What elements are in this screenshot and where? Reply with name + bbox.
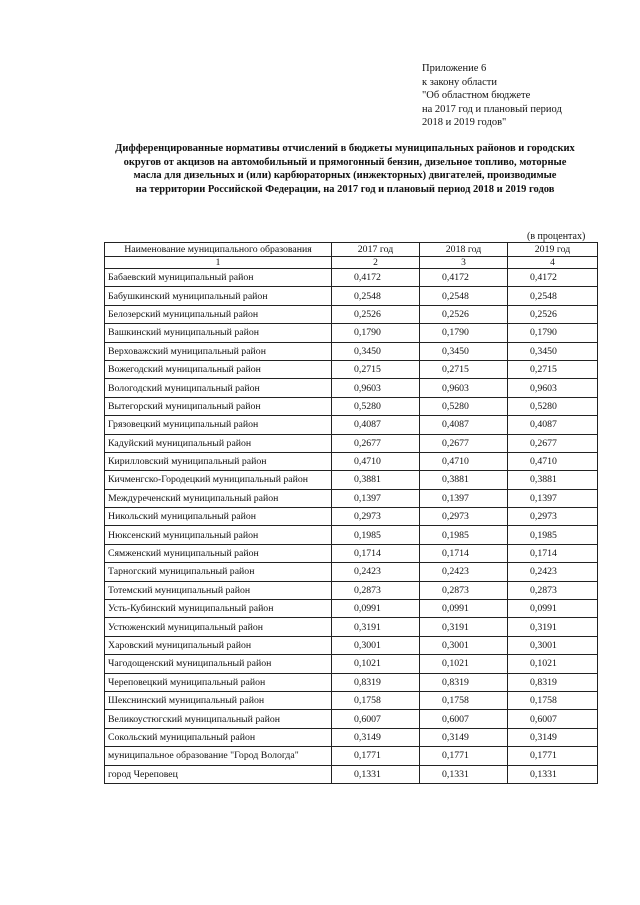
cell-2018: 0,6007 [420,710,508,728]
cell-2019: 0,5280 [508,397,598,415]
cell-2019: 0,1771 [508,747,598,765]
cell-name: Чагодощенский муниципальный район [105,655,332,673]
cell-2018: 0,4087 [420,416,508,434]
appendix-line: к закону области [422,76,497,88]
table-row [105,526,598,544]
header-2018: 2018 год [420,243,508,257]
cell-name: Вытегорский муниципальный район [105,397,332,415]
cell-2019: 0,3149 [508,728,598,746]
appendix-line: Приложение 6 [422,63,487,74]
cell-name: город Череповец [105,765,332,783]
cell-2018: 0,2715 [420,360,508,378]
norms-table [104,242,598,784]
cell-2018: 0,2548 [420,287,508,305]
cell-2017: 0,9603 [332,379,420,397]
table-header-row [105,243,598,257]
cell-2019: 0,2873 [508,581,598,599]
table-row [105,581,598,599]
cell-2018: 0,3001 [420,636,508,654]
table-row [105,471,598,489]
cell-2018: 0,5280 [420,397,508,415]
cell-name: Харовский муниципальный район [105,636,332,654]
cell-2019: 0,6007 [508,710,598,728]
cell-2019: 0,1714 [508,544,598,562]
title-line: Дифференцированные нормативы отчислений в бюджеты муниципальных районов и городских [115,143,575,154]
table-row [105,563,598,581]
table-column-numbers-row [105,257,598,269]
appendix-line: 2018 и 2019 годов" [422,117,507,129]
cell-name: Сокольский муниципальный район [105,728,332,746]
cell-2017: 0,5280 [332,397,420,415]
appendix-line: на 2017 год и плановый период [422,103,562,115]
cell-2017: 0,2973 [332,508,420,526]
cell-2017: 0,2526 [332,305,420,323]
cell-2017: 0,0991 [332,600,420,618]
title-line: округов от акцизов на автомобильный и прямогонный бензин, дизельное топливо, моторные [123,156,567,168]
column-number: 3 [420,257,508,269]
cell-2017: 0,2423 [332,563,420,581]
cell-2018: 0,8319 [420,673,508,691]
cell-2017: 0,1985 [332,526,420,544]
cell-name: Кадуйский муниципальный район [105,434,332,452]
appendix-note [422,62,562,130]
column-number: 2 [332,257,420,269]
cell-name: Шекснинский муниципальный район [105,691,332,709]
cell-2017: 0,1714 [332,544,420,562]
header-2019: 2019 год [508,243,598,257]
cell-2019: 0,2548 [508,287,598,305]
cell-name: Грязовецкий муниципальный район [105,416,332,434]
table-row [105,691,598,709]
cell-2017: 0,2715 [332,360,420,378]
cell-2019: 0,1758 [508,691,598,709]
table-row [105,655,598,673]
cell-2019: 0,4087 [508,416,598,434]
cell-2019: 0,3881 [508,471,598,489]
cell-2019: 0,9603 [508,379,598,397]
cell-2018: 0,3149 [420,728,508,746]
cell-name: Тотемский муниципальный район [105,581,332,599]
cell-name: Сямженский муниципальный район [105,544,332,562]
cell-name: Кирилловский муниципальный район [105,452,332,470]
cell-2018: 0,1331 [420,765,508,783]
appendix-line: "Об областном бюджете [422,90,531,102]
cell-2019: 0,4710 [508,452,598,470]
cell-2019: 0,1331 [508,765,598,783]
cell-name: Бабаевский муниципальный район [105,269,332,287]
cell-2017: 0,3001 [332,636,420,654]
cell-2017: 0,1021 [332,655,420,673]
cell-2018: 0,4172 [420,269,508,287]
table-row [105,305,598,323]
cell-2018: 0,1985 [420,526,508,544]
cell-2018: 0,1714 [420,544,508,562]
table-row [105,489,598,507]
cell-2018: 0,2973 [420,508,508,526]
table-row [105,324,598,342]
cell-2017: 0,2548 [332,287,420,305]
cell-2019: 0,0991 [508,600,598,618]
table-row [105,269,598,287]
table-row [105,710,598,728]
cell-2018: 0,0991 [420,600,508,618]
cell-2018: 0,4710 [420,452,508,470]
cell-name: Усть-Кубинский муниципальный район [105,600,332,618]
cell-2019: 0,2973 [508,508,598,526]
cell-2017: 0,1758 [332,691,420,709]
cell-2019: 0,2423 [508,563,598,581]
cell-2017: 0,1790 [332,324,420,342]
table-row [105,397,598,415]
cell-2017: 0,3149 [332,728,420,746]
cell-2018: 0,1790 [420,324,508,342]
title-line: на территории Российской Федерации, на 2017 год и плановый период 2018 и 2019 годов [135,183,555,195]
cell-name: Вашкинский муниципальный район [105,324,332,342]
cell-2019: 0,3450 [508,342,598,360]
cell-2018: 0,3191 [420,618,508,636]
cell-2019: 0,4172 [508,269,598,287]
cell-2019: 0,8319 [508,673,598,691]
cell-2018: 0,3450 [420,342,508,360]
table-row [105,452,598,470]
cell-name: Вологодский муниципальный район [105,379,332,397]
cell-2017: 0,1331 [332,765,420,783]
table-row [105,508,598,526]
cell-2019: 0,1021 [508,655,598,673]
cell-2019: 0,1985 [508,526,598,544]
table-row [105,544,598,562]
cell-2018: 0,2423 [420,563,508,581]
table-row [105,747,598,765]
header-name: Наименование муниципального образования [105,243,332,257]
cell-2018: 0,2873 [420,581,508,599]
cell-2018: 0,2677 [420,434,508,452]
cell-2017: 0,8319 [332,673,420,691]
table-row [105,728,598,746]
cell-2018: 0,1758 [420,691,508,709]
table-row [105,434,598,452]
cell-2017: 0,3191 [332,618,420,636]
cell-2017: 0,3450 [332,342,420,360]
cell-2018: 0,9603 [420,379,508,397]
cell-name: Устюженский муниципальный район [105,618,332,636]
cell-name: Нюксенский муниципальный район [105,526,332,544]
cell-2017: 0,6007 [332,710,420,728]
cell-name: Бабушкинский муниципальный район [105,287,332,305]
cell-2018: 0,1397 [420,489,508,507]
cell-name: муниципальное образование "Город Вологда" [105,747,332,765]
cell-2017: 0,1397 [332,489,420,507]
cell-2017: 0,1771 [332,747,420,765]
cell-2019: 0,1790 [508,324,598,342]
cell-name: Тарногский муниципальный район [105,563,332,581]
header-2017: 2017 год [332,243,420,257]
table-row [105,287,598,305]
table-row [105,673,598,691]
cell-2018: 0,1771 [420,747,508,765]
cell-2017: 0,4710 [332,452,420,470]
cell-name: Вожегодский муниципальный район [105,360,332,378]
cell-2019: 0,2526 [508,305,598,323]
cell-2017: 0,3881 [332,471,420,489]
document-title [100,142,590,196]
column-number: 1 [105,257,332,269]
table-row [105,636,598,654]
cell-name: Кичменгско-Городецкий муниципальный район [105,471,332,489]
cell-name: Череповецкий муниципальный район [105,673,332,691]
table-row [105,765,598,783]
cell-name: Великоустюгский муниципальный район [105,710,332,728]
unit-note: (в процентах) [527,231,586,242]
cell-name: Верховажский муниципальный район [105,342,332,360]
cell-name: Междуреченский муниципальный район [105,489,332,507]
table-row [105,379,598,397]
column-number: 4 [508,257,598,269]
cell-2019: 0,2677 [508,434,598,452]
table-row [105,600,598,618]
table-row [105,618,598,636]
cell-2019: 0,2715 [508,360,598,378]
cell-name: Никольский муниципальный район [105,508,332,526]
cell-2019: 0,3001 [508,636,598,654]
cell-2018: 0,1021 [420,655,508,673]
title-line: масла для дизельных и (или) карбюраторных (инжекторных) двигателей, производимые [133,170,557,181]
cell-2017: 0,2873 [332,581,420,599]
cell-2017: 0,2677 [332,434,420,452]
table-row [105,342,598,360]
cell-2019: 0,3191 [508,618,598,636]
table-row [105,360,598,378]
cell-2018: 0,3881 [420,471,508,489]
cell-2017: 0,4087 [332,416,420,434]
table-row [105,416,598,434]
cell-name: Белозерский муниципальный район [105,305,332,323]
cell-2017: 0,4172 [332,269,420,287]
cell-2019: 0,1397 [508,489,598,507]
cell-2018: 0,2526 [420,305,508,323]
